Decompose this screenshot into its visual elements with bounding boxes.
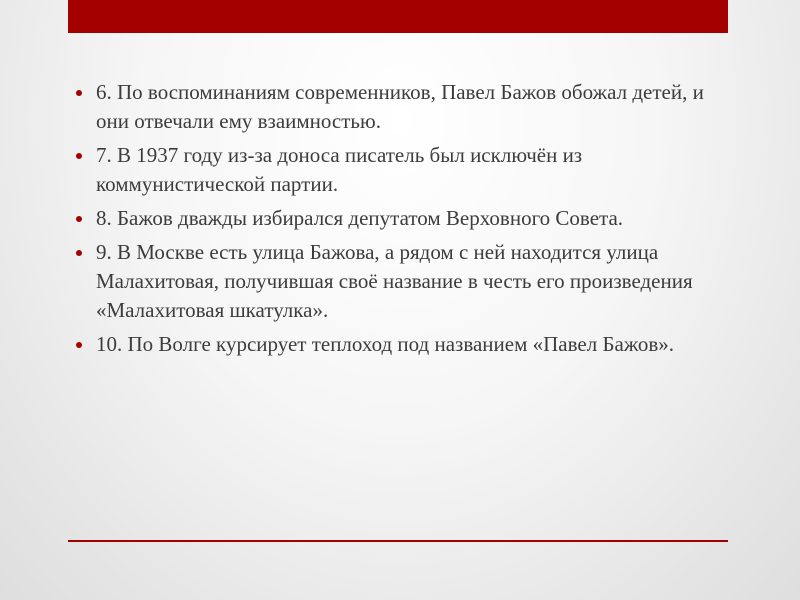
list-item	[72, 330, 712, 359]
bullet-dot-icon	[76, 250, 82, 256]
top-accent-bar	[68, 0, 728, 33]
list-item-text: 6. По воспоминаниям современников, Павел Бажов обожал детей, и они отвечали ему взаимностью.	[96, 80, 704, 133]
list-item-text: 8. Бажов дважды избирался депутатом Верховного Совета.	[96, 206, 624, 230]
fact-list	[72, 78, 712, 359]
bottom-divider	[68, 540, 728, 542]
list-item	[72, 141, 712, 199]
bullet-dot-icon	[76, 342, 82, 348]
list-item	[72, 204, 712, 233]
list-item-text: 10. По Волге курсирует теплоход под названием «Павел Бажов».	[96, 332, 674, 356]
list-item	[72, 238, 712, 325]
list-item-text: 9. В Москве есть улица Бажова, а рядом с ней находится улица Малахитовая, получившая своё название в честь его произведения «Малахитовая шкатулка».	[96, 240, 693, 322]
list-item-text: 7. В 1937 году из-за доноса писатель был исключён из коммунистической партии.	[96, 143, 583, 196]
bullet-dot-icon	[76, 216, 82, 222]
slide-content	[72, 78, 712, 364]
bullet-dot-icon	[76, 90, 82, 96]
bullet-dot-icon	[76, 153, 82, 159]
list-item	[72, 78, 712, 136]
